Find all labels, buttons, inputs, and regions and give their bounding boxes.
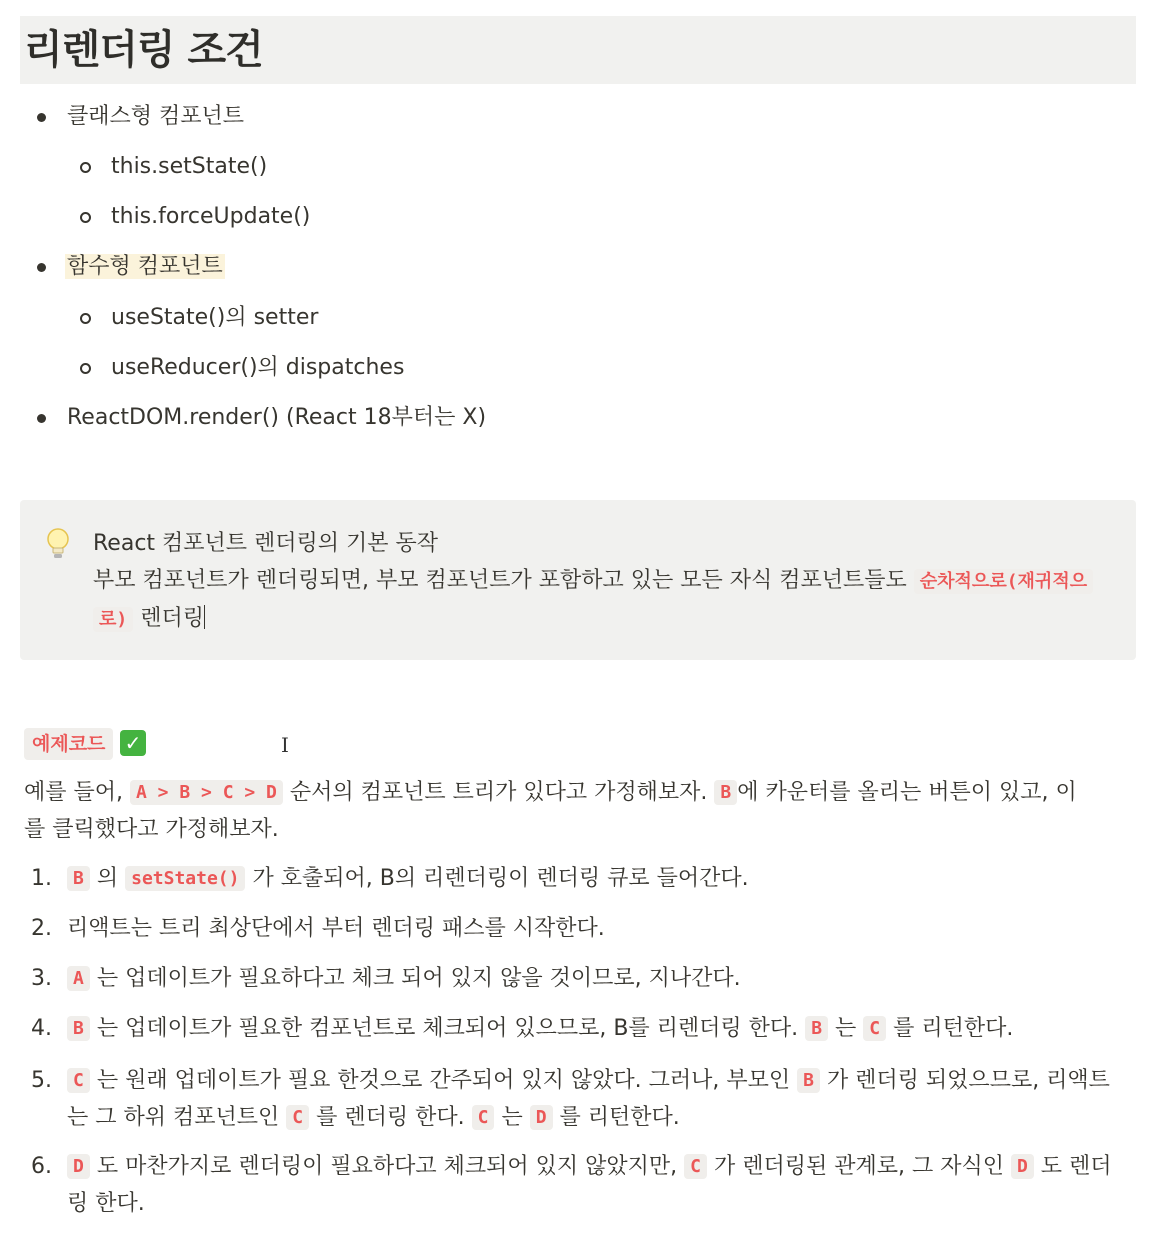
step-text: 를 렌더링 한다. xyxy=(316,1105,465,1130)
intro-text: 를 클릭했다고 가정해보자. xyxy=(24,817,279,842)
step-6 xyxy=(67,1148,1133,1222)
example-intro xyxy=(24,774,1134,848)
step-3 xyxy=(67,964,741,994)
step-text: 는 업데이트가 필요하다고 체크 되어 있지 않을 것이므로, 지나간다. xyxy=(96,966,741,991)
inline-code: B xyxy=(805,1016,828,1041)
step-number: 1. xyxy=(31,866,52,891)
intro-text: 예를 들어, xyxy=(24,780,123,805)
step-text: 의 xyxy=(96,866,119,891)
step-text: 링 한다. xyxy=(67,1191,145,1216)
page-heading: 리렌더링 조건 xyxy=(24,27,263,73)
inline-code: D xyxy=(1011,1154,1034,1179)
step-text: 는 그 하위 컴포넌트인 xyxy=(67,1105,280,1130)
inline-code: setState() xyxy=(125,866,245,891)
step-text: 를 리턴한다. xyxy=(559,1105,680,1130)
step-5 xyxy=(67,1062,1133,1136)
text-caret xyxy=(204,605,205,629)
inline-code: D xyxy=(67,1154,90,1179)
bullet-dot xyxy=(37,263,46,272)
inline-code: B xyxy=(67,1016,90,1041)
callout-line-2 xyxy=(93,604,205,635)
intro-text: 에 카운터를 올리는 버튼이 있고, 이 xyxy=(737,780,1077,805)
step-2: 리액트는 트리 최상단에서 부터 렌더링 패스를 시작한다. xyxy=(67,916,605,941)
check-mark-button-icon: ✓ xyxy=(120,730,146,756)
inline-code: 순차적으로(재귀적으 xyxy=(914,569,1093,594)
bullet-circle xyxy=(80,363,91,374)
inline-code: A > B > C > D xyxy=(130,780,283,805)
bullet-reactdom: ReactDOM.render() (React 18부터는 X) xyxy=(67,405,487,430)
step-4 xyxy=(67,1014,1013,1044)
callout-text: 부모 컴포넌트가 렌더링되면, 부모 컴포넌트가 포함하고 있는 모든 자식 컴포넌트들도 xyxy=(93,568,907,593)
bullet-circle xyxy=(80,313,91,324)
intro-text: 순서의 컴포넌트 트리가 있다고 가정해보자. xyxy=(289,780,708,805)
step-number: 3. xyxy=(31,966,52,991)
inline-code: D xyxy=(530,1105,553,1130)
bullet-dot xyxy=(37,113,46,122)
inline-code: C xyxy=(286,1105,309,1130)
step-text: 가 렌더링 되었으므로, 리액트 xyxy=(826,1068,1110,1093)
lightbulb-icon xyxy=(44,526,72,562)
callout-title: React 컴포넌트 렌더링의 기본 동작 xyxy=(93,531,439,556)
step-text: 는 xyxy=(835,1016,857,1041)
inline-code: 로) xyxy=(93,607,133,632)
step-number: 6. xyxy=(31,1154,52,1179)
step-number: 4. xyxy=(31,1016,52,1041)
bullet-function-component xyxy=(65,252,225,282)
inline-code: B xyxy=(797,1068,820,1093)
inline-code: C xyxy=(863,1016,886,1041)
step-number: 2. xyxy=(31,916,52,941)
inline-code: A xyxy=(67,966,90,991)
inline-code: B xyxy=(67,866,90,891)
bullet-circle xyxy=(80,162,91,173)
step-text: 는 xyxy=(501,1105,523,1130)
step-number: 5. xyxy=(31,1068,52,1093)
bullet-circle xyxy=(80,212,91,223)
bullet-set-state: this.setState() xyxy=(111,154,268,179)
bullet-force-update: this.forceUpdate() xyxy=(111,204,311,229)
text-cursor-icon: I xyxy=(281,733,289,757)
inline-code: B xyxy=(714,780,737,805)
step-text: 는 업데이트가 필요한 컴포넌트로 체크되어 있으므로, B를 리렌더링 한다. xyxy=(96,1016,799,1041)
inline-code: C xyxy=(684,1154,707,1179)
step-text: 도 마찬가지로 렌더링이 필요하다고 체크되어 있지 않았지만, xyxy=(96,1154,678,1179)
bullet-use-state: useState()의 setter xyxy=(111,305,319,330)
step-text: 가 렌더링된 관계로, 그 자식인 xyxy=(713,1154,1004,1179)
callout-text: 렌더링 xyxy=(140,606,204,631)
step-text: 를 리턴한다. xyxy=(893,1016,1014,1041)
step-text: 는 원래 업데이트가 필요 한것으로 간주되어 있지 않았다. 그러나, 부모인 xyxy=(96,1068,791,1093)
example-code-tag: 예제코드 xyxy=(24,728,113,760)
bullet-dot xyxy=(37,414,46,423)
step-text: 도 렌더 xyxy=(1040,1154,1112,1179)
bullet-use-reducer: useReducer()의 dispatches xyxy=(111,355,405,380)
inline-code: C xyxy=(67,1068,90,1093)
step-text: 가 호출되어, B의 리렌더링이 렌더링 큐로 들어간다. xyxy=(252,866,749,891)
step-1 xyxy=(67,864,749,894)
highlighted-text: 함수형 컴포넌트 xyxy=(67,254,223,279)
callout-line-1 xyxy=(93,566,1093,597)
bullet-class-component: 클래스형 컴포넌트 xyxy=(67,104,245,129)
inline-code: C xyxy=(472,1105,495,1130)
